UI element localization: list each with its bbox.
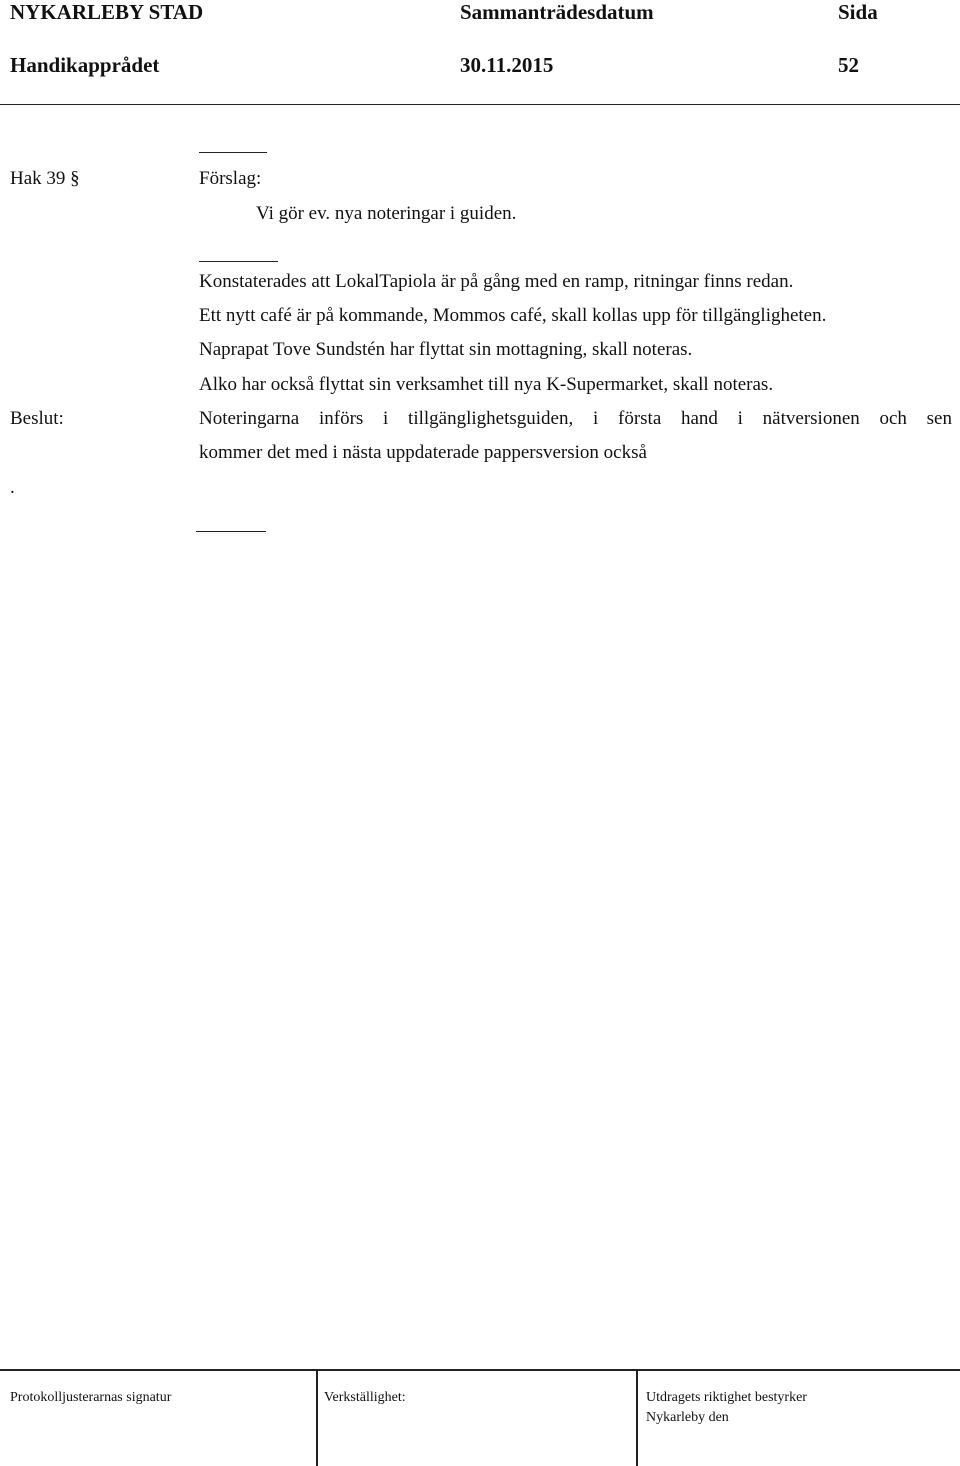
org-name: NYKARLEBY STAD xyxy=(10,0,204,24)
committee-name: Handikapprådet xyxy=(10,53,160,77)
note-line: Ett nytt café är på kommande, Mommos café, skall kollas upp för tillgängligheten. xyxy=(199,305,827,326)
footer-cell-signature xyxy=(0,1371,318,1466)
decision-label: Beslut: xyxy=(10,408,64,429)
page-label: Sida xyxy=(838,0,878,24)
certification-label: Utdragets riktighet bestyrker xyxy=(646,1390,807,1405)
footer-cell-execution xyxy=(318,1371,638,1466)
proposal-label: Förslag: xyxy=(199,168,262,189)
page-number: 52 xyxy=(838,53,859,77)
meeting-date: 30.11.2015 xyxy=(460,53,554,77)
paragraph-reference: Hak 39 § xyxy=(10,168,80,189)
execution-label: Verkställighet: xyxy=(324,1390,406,1405)
signature-label: Protokolljusterarnas signatur xyxy=(10,1390,172,1405)
decision-text-line2: kommer det med i nästa uppdaterade pappersversion också xyxy=(199,442,647,463)
certification-place: Nykarleby den xyxy=(646,1410,729,1425)
note-line: Alko har också flyttat sin verksamhet till nya K-Supermarket, skall noteras. xyxy=(199,374,774,395)
note-line: Konstaterades att LokalTapiola är på gång med en ramp, ritningar finns redan. xyxy=(199,271,794,292)
section-separator-bottom xyxy=(196,531,266,532)
footer-cell-certification xyxy=(638,1371,960,1466)
footer-signature-table xyxy=(0,1369,960,1464)
decision-text-line1: Noteringarna införs i tillgänglighetsguiden, i första hand i nätversionen och sen xyxy=(199,408,952,429)
section-separator-mid xyxy=(199,261,278,262)
section-separator-top xyxy=(199,152,267,153)
header-divider xyxy=(0,104,960,105)
note-line: Naprapat Tove Sundstén har flyttat sin mottagning, skall noteras. xyxy=(199,339,693,360)
stray-period: . xyxy=(10,477,15,498)
proposal-text: Vi gör ev. nya noteringar i guiden. xyxy=(256,203,517,224)
meeting-date-label: Sammanträdesdatum xyxy=(460,0,654,24)
